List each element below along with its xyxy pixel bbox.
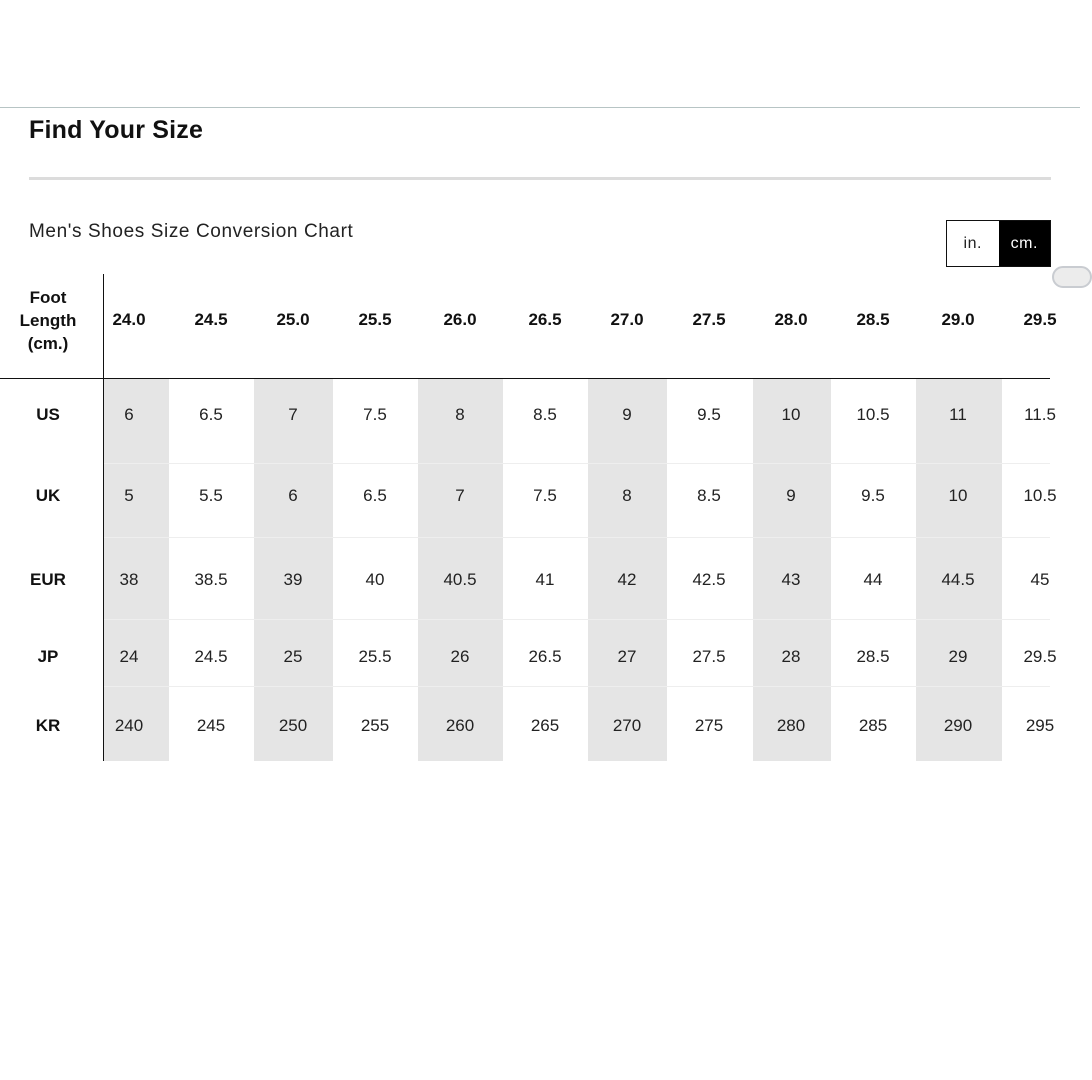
column-header: 29.5 <box>1023 310 1057 329</box>
column-header: 27.5 <box>692 310 726 329</box>
row-divider <box>103 686 1050 687</box>
column-header: 24.0 <box>112 310 146 329</box>
table-cell: 7 <box>455 486 465 505</box>
table-cell: 27.5 <box>692 647 726 666</box>
unit-inches-button[interactable]: in. <box>947 221 999 266</box>
table-cell: 6 <box>124 405 134 424</box>
label-column-divider <box>103 274 104 761</box>
table-cell: 44.5 <box>941 570 975 589</box>
header-label-line: Foot <box>29 288 67 307</box>
table-cell: 9 <box>622 405 632 424</box>
table-cell: 275 <box>694 716 724 735</box>
table-cell: 28.5 <box>856 647 890 666</box>
table-cell: 6.5 <box>199 405 223 424</box>
table-cell: 280 <box>776 716 806 735</box>
page-title: Find Your Size <box>29 116 204 144</box>
table-cell: 7.5 <box>533 486 557 505</box>
row-label: JP <box>37 647 59 666</box>
table-cell: 8.5 <box>533 405 557 424</box>
table-cell: 40 <box>365 570 385 589</box>
column-header: 26.5 <box>528 310 562 329</box>
table-cell: 26 <box>450 647 470 666</box>
column-header: 29.0 <box>941 310 975 329</box>
row-divider <box>103 537 1050 538</box>
table-cell: 42 <box>617 570 637 589</box>
column-header: 25.5 <box>358 310 392 329</box>
table-cell: 25 <box>283 647 303 666</box>
table-cell: 10 <box>948 486 968 505</box>
table-cell: 7 <box>288 405 298 424</box>
row-divider <box>103 463 1050 464</box>
table-cell: 7.5 <box>363 405 387 424</box>
column-header: 28.5 <box>856 310 890 329</box>
column-header: 25.0 <box>276 310 310 329</box>
table-cell: 9 <box>786 486 796 505</box>
table-cell: 29 <box>948 647 968 666</box>
table-cell: 28 <box>781 647 801 666</box>
table-cell: 27 <box>617 647 637 666</box>
table-cell: 265 <box>530 716 560 735</box>
column-header: 27.0 <box>610 310 644 329</box>
table-cell: 255 <box>360 716 390 735</box>
table-cell: 24 <box>119 647 139 666</box>
table-cell: 8 <box>622 486 632 505</box>
table-cell: 250 <box>278 716 308 735</box>
table-cell: 11 <box>949 405 967 424</box>
table-cell: 24.5 <box>194 647 228 666</box>
table-cell: 40.5 <box>443 570 477 589</box>
table-cell: 43 <box>781 570 801 589</box>
table-cell: 285 <box>858 716 888 735</box>
column-header: 28.0 <box>774 310 808 329</box>
header-label-line: Length <box>19 311 77 330</box>
table-cell: 38 <box>119 570 139 589</box>
table-cell: 9.5 <box>861 486 885 505</box>
table-cell: 6 <box>288 486 298 505</box>
table-cell: 8 <box>455 405 465 424</box>
table-cell: 10.5 <box>1023 486 1057 505</box>
table-cell: 41 <box>535 570 555 589</box>
row-divider <box>103 619 1050 620</box>
row-label: EUR <box>30 570 66 589</box>
table-cell: 45 <box>1030 570 1050 589</box>
table-cell: 5 <box>124 486 134 505</box>
horizontal-scroll-handle[interactable] <box>1052 266 1092 288</box>
table-cell: 8.5 <box>697 486 721 505</box>
table-cell: 245 <box>196 716 226 735</box>
table-cell: 10.5 <box>856 405 890 424</box>
table-cell: 29.5 <box>1023 647 1057 666</box>
column-header: 24.5 <box>194 310 228 329</box>
table-cell: 25.5 <box>358 647 392 666</box>
table-cell: 42.5 <box>692 570 726 589</box>
table-cell: 44 <box>863 570 883 589</box>
table-cell: 26.5 <box>528 647 562 666</box>
table-cell: 38.5 <box>194 570 228 589</box>
table-cell: 270 <box>612 716 642 735</box>
table-cell: 240 <box>114 716 144 735</box>
table-cell: 5.5 <box>199 486 223 505</box>
table-cell: 6.5 <box>363 486 387 505</box>
table-cell: 9.5 <box>697 405 721 424</box>
row-label: KR <box>35 716 61 735</box>
column-header: 26.0 <box>443 310 477 329</box>
header-divider <box>0 378 1050 379</box>
header-label-line: (cm.) <box>27 334 69 353</box>
foot-length-header <box>0 286 96 355</box>
table-cell: 290 <box>943 716 973 735</box>
table-cell: 11.5 <box>1024 405 1056 424</box>
row-label: UK <box>35 486 61 505</box>
unit-cm-button[interactable]: cm. <box>999 221 1051 266</box>
chart-subtitle: Men's Shoes Size Conversion Chart <box>29 221 354 242</box>
table-cell: 10 <box>781 405 801 424</box>
table-cell: 260 <box>445 716 475 735</box>
table-cell: 295 <box>1025 716 1055 735</box>
row-label: US <box>36 405 60 424</box>
table-cell: 39 <box>283 570 303 589</box>
